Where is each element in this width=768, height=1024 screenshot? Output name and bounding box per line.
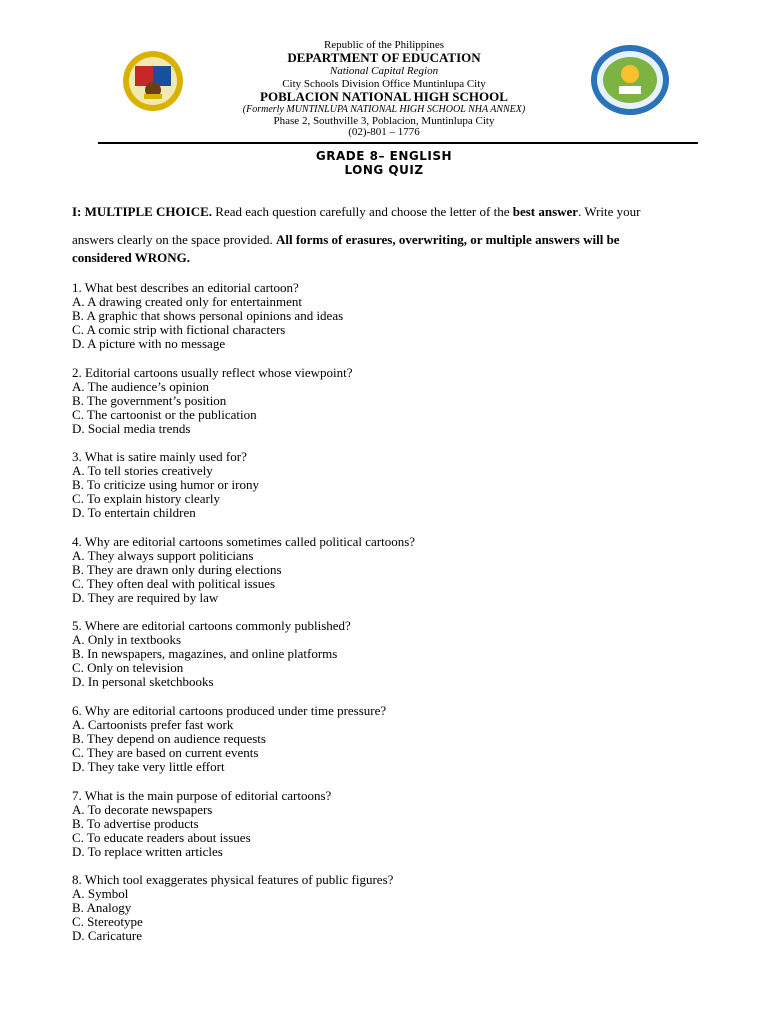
question-text: 8. Which tool exaggerates physical features of public figures? [72, 872, 394, 887]
question-7 [72, 789, 712, 859]
choice-c: C. They often deal with political issues [72, 576, 276, 591]
choice-a: A. To tell stories creatively [72, 463, 213, 478]
choice-c: C. A comic strip with fictional characters [72, 322, 286, 337]
instructions-line2 [72, 232, 712, 248]
choice-a: A. They always support politicians [72, 548, 254, 563]
choice-d: D. They take very little effort [72, 759, 225, 774]
quiz-title-line1: GRADE 8– ENGLISH [315, 149, 453, 163]
question-text: 5. Where are editorial cartoons commonly published? [72, 618, 351, 633]
choice-a: A. Only in textbooks [72, 632, 182, 647]
question-text: 3. What is satire mainly used for? [72, 449, 247, 464]
part-label: I: MULTIPLE CHOICE. [72, 204, 213, 219]
choice-b: B. They depend on audience requests [72, 731, 266, 746]
choice-c: C. To educate readers about issues [72, 830, 251, 845]
choice-d: D. To entertain children [72, 505, 196, 520]
choice-b: B. A graphic that shows personal opinions and ideas [72, 308, 344, 323]
question-text: 4. Why are editorial cartoons sometimes called political cartoons? [72, 534, 416, 549]
choice-c: C. They are based on current events [72, 745, 259, 760]
instructions-line3: considered WRONG. [72, 250, 190, 265]
question-text: 7. What is the main purpose of editorial cartoons? [72, 788, 332, 803]
choice-b: B. They are drawn only during elections [72, 562, 282, 577]
choice-d: D. In personal sketchbooks [72, 674, 214, 689]
best-answer-text: best answer [512, 204, 579, 219]
choice-b: B. Analogy [72, 900, 132, 915]
choice-c: C. Stereotype [72, 914, 143, 929]
republic-text: Republic of the Philippines [323, 39, 445, 51]
choice-d: D. Caricature [72, 928, 143, 943]
choice-a: A. Cartoonists prefer fast work [72, 717, 234, 732]
choice-a: A. Symbol [72, 886, 129, 901]
question-6 [72, 704, 712, 774]
region-text: National Capital Region [329, 65, 439, 77]
school-name: POBLACION NATIONAL HIGH SCHOOL [260, 89, 508, 104]
choice-d: D. A picture with no message [72, 336, 226, 351]
question-3 [72, 450, 712, 520]
question-text: 1. What best describes an editorial cartoon? [72, 280, 299, 295]
choice-c: C. The cartoonist or the publication [72, 407, 257, 422]
instructions-warning: All forms of erasures, overwriting, or multiple answers will be [275, 232, 620, 247]
instructions-line2a: answers clearly on the space provided. [72, 232, 276, 247]
instructions-text1: Read each question carefully and choose the letter of the [212, 204, 513, 219]
choice-b: B. In newspapers, magazines, and online platforms [72, 646, 338, 661]
question-4 [72, 535, 712, 605]
header-divider [98, 142, 698, 144]
instructions-text2: . Write your [578, 204, 641, 219]
choice-a: A. The audience’s opinion [72, 379, 209, 394]
choice-b: B. To criticize using humor or irony [72, 477, 259, 492]
quiz-title-line2: LONG QUIZ [344, 163, 424, 177]
department-text: DEPARTMENT OF EDUCATION [287, 50, 481, 65]
choice-d: D. They are required by law [72, 590, 219, 605]
choice-c: C. To explain history clearly [72, 491, 220, 506]
phone-text: (02)-801 – 1776 [348, 126, 420, 138]
formerly-text: (Formerly MUNTINLUPA NATIONAL HIGH SCHOOL NHA ANNEX) [242, 104, 526, 115]
choice-d: D. To replace written articles [72, 844, 223, 859]
choice-b: B. To advertise products [72, 816, 199, 831]
choice-a: A. To decorate newspapers [72, 802, 213, 817]
choice-a: A. A drawing created only for entertainment [72, 294, 302, 309]
choice-b: B. The government’s position [72, 393, 227, 408]
address-text: Phase 2, Southville 3, Poblacion, Muntinlupa City [273, 115, 495, 127]
question-1 [72, 281, 712, 351]
question-text: 6. Why are editorial cartoons produced under time pressure? [72, 703, 387, 718]
question-8 [72, 873, 712, 943]
choice-d: D. Social media trends [72, 421, 191, 436]
division-text: City Schools Division Office Muntinlupa City [282, 78, 486, 90]
instructions-line1 [72, 204, 712, 220]
question-text: 2. Editorial cartoons usually reflect whose viewpoint? [72, 365, 353, 380]
question-5 [72, 619, 712, 689]
choice-c: C. Only on television [72, 660, 184, 675]
question-2 [72, 366, 712, 436]
